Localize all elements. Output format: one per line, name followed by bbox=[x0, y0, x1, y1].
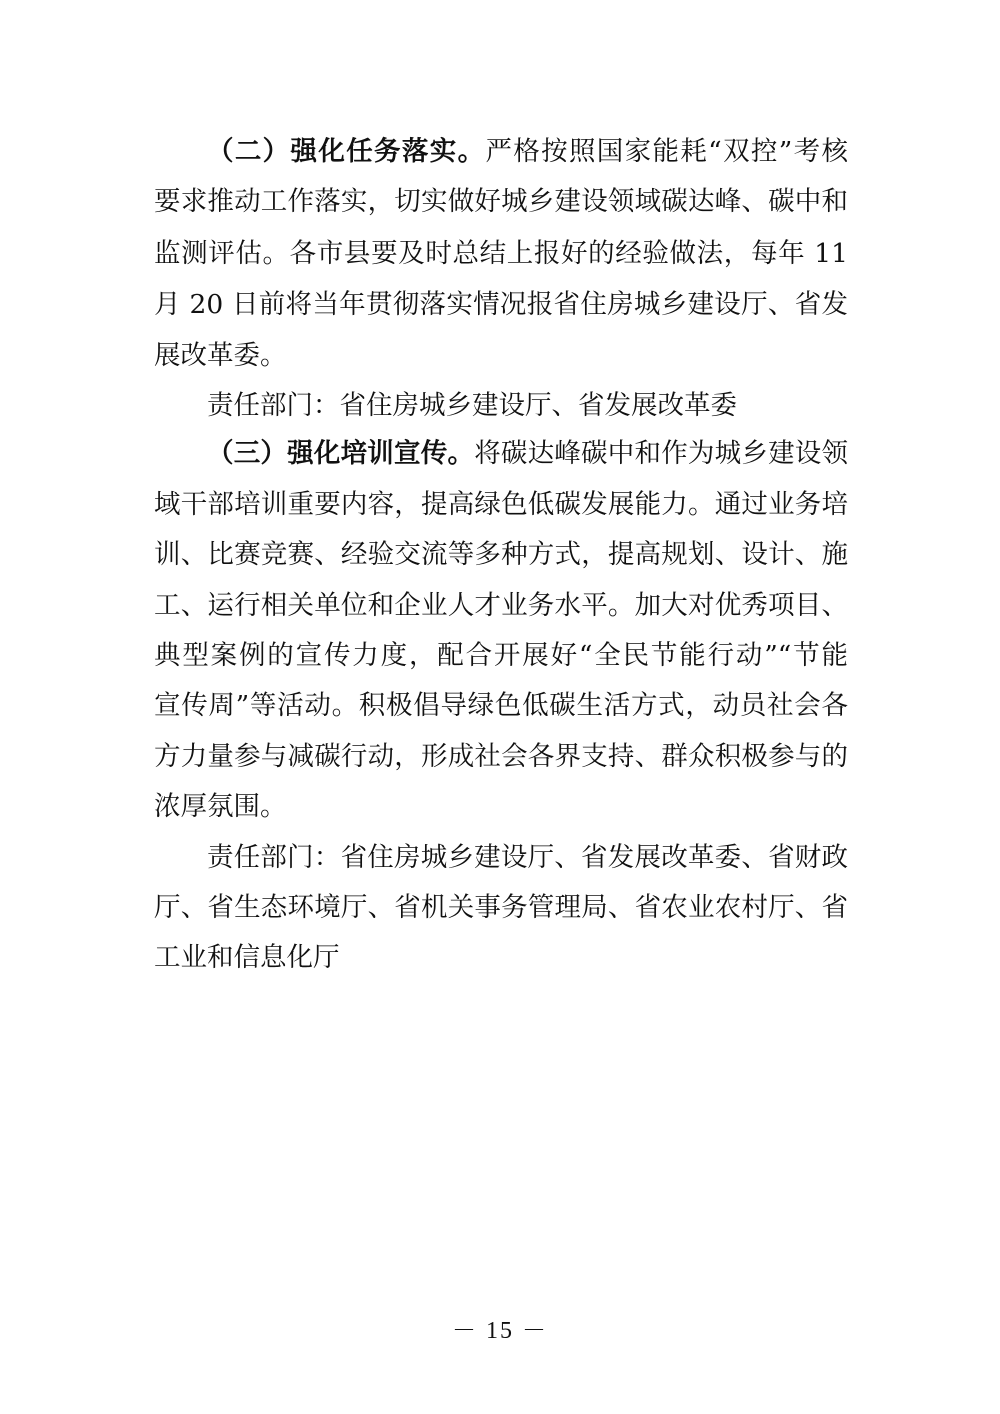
section3-paragraph-line-2: 域干部培训重要内容，提高绿色低碳发展能力。通过业务培 bbox=[154, 489, 848, 520]
section2-line1-text: 严格按照国家能耗“双控”考核 bbox=[485, 136, 848, 167]
page-number: － 15 － bbox=[452, 1318, 548, 1344]
section2-paragraph-line-2: 要求推动工作落实，切实做好城乡建设领域碳达峰、碳中和 bbox=[154, 186, 848, 217]
section2-paragraph-line-4: 月 20 日前将当年贯彻落实情况报省住房城乡建设厅、省发 bbox=[154, 289, 848, 320]
section2-paragraph-line-5: 展改革委。 bbox=[154, 340, 287, 371]
section3-paragraph-line-8: 浓厚氛围。 bbox=[154, 791, 287, 822]
section3-paragraph-line-6: 宣传周”等活动。积极倡导绿色低碳生活方式，动员社会各 bbox=[154, 690, 848, 721]
section3-heading: （三）强化培训宣传。 bbox=[207, 438, 475, 469]
section2-responsible-departments: 责任部门：省住房城乡建设厅、省发展改革委 bbox=[207, 390, 737, 421]
section2-heading: （二）强化任务落实。 bbox=[207, 136, 486, 167]
section3-responsible-departments-line-2: 厅、省生态环境厅、省机关事务管理局、省农业农村厅、省 bbox=[154, 892, 848, 923]
section3-paragraph-line-4: 工、运行相关单位和企业人才业务水平。加大对优秀项目、 bbox=[154, 590, 848, 621]
section2-paragraph-line-3: 监测评估。各市县要及时总结上报好的经验做法，每年 11 bbox=[154, 238, 848, 269]
section3-paragraph-line-5: 典型案例的宣传力度，配合开展好“全民节能行动”“节能 bbox=[154, 640, 848, 671]
section3-paragraph-line-1 bbox=[207, 437, 848, 471]
section3-paragraph-line-3: 训、比赛竞赛、经验交流等多种方式，提高规划、设计、施 bbox=[154, 539, 848, 570]
section3-responsible-departments-line-1: 责任部门：省住房城乡建设厅、省发展改革委、省财政 bbox=[207, 842, 848, 873]
section2-paragraph-line-1 bbox=[207, 135, 848, 169]
section3-responsible-departments-line-3: 工业和信息化厅 bbox=[154, 942, 340, 973]
section3-paragraph-line-7: 方力量参与减碳行动，形成社会各界支持、群众积极参与的 bbox=[154, 741, 848, 772]
section3-line1-text: 将碳达峰碳中和作为城乡建设领 bbox=[474, 438, 849, 469]
